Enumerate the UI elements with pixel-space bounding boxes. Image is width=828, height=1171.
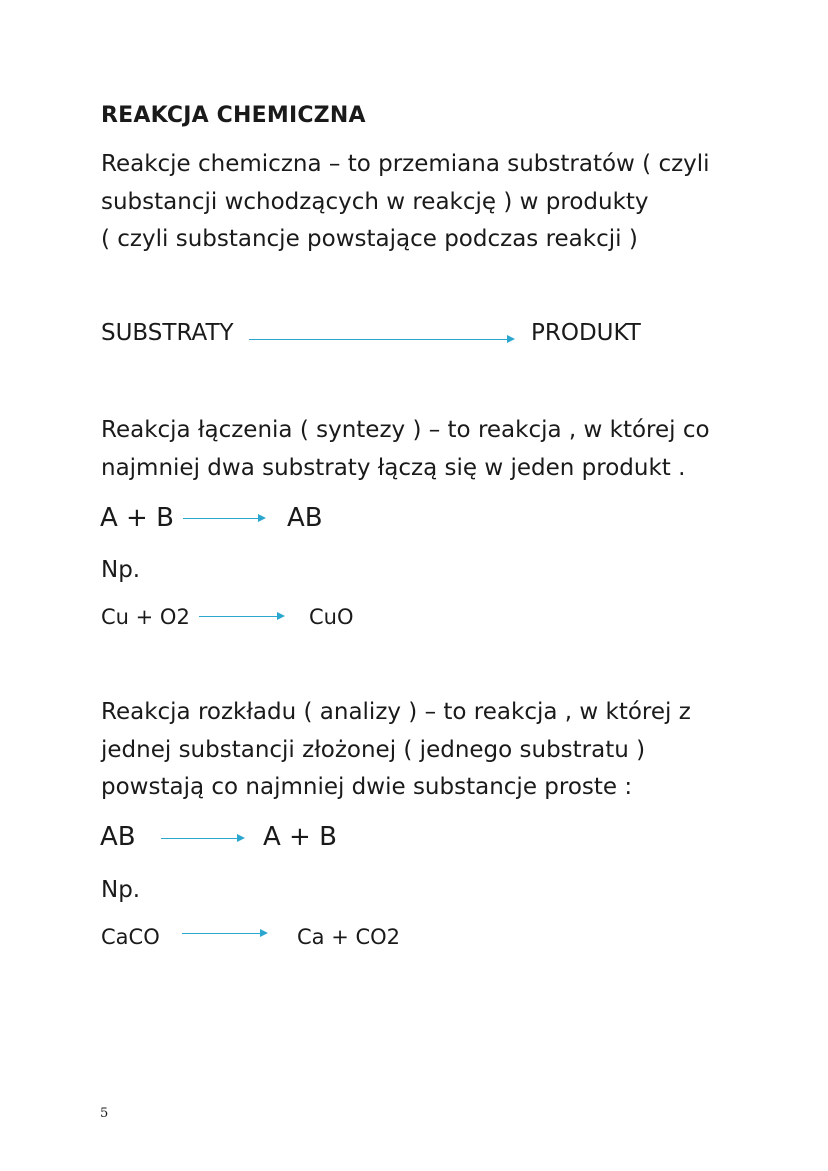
definition-paragraph [101,146,710,259]
definition-line: Reakcje chemiczna – to przemiana substratów ( czyli [101,151,710,177]
decomposition-line: powstają co najmniej dwie substancje proste : [101,774,633,800]
decomposition-example-label: Np. [101,877,141,903]
synthesis-line: Reakcja łączenia ( syntezy ) – to reakcja , w której co [101,417,710,443]
arrow-right-icon [199,612,285,620]
decomposition-general-left: AB [100,822,136,852]
synthesis-example-right: CuO [309,605,354,629]
decomposition-line: Reakcja rozkładu ( analizy ) – to reakcja , w której z [101,699,691,725]
arrow-right-icon [249,335,515,343]
synthesis-general-left: A + B [100,503,174,533]
decomposition-line: jednej substancji złożonej ( jednego substratu ) [101,736,646,763]
synthesis-example-left: Cu + O2 [101,605,190,629]
synthesis-line: najmniej dwa substraty łączą się w jeden produkt . [101,454,686,481]
decomposition-paragraph [101,694,691,807]
synthesis-paragraph [101,412,710,487]
definition-line: ( czyli substancje powstające podczas reakcji ) [101,226,638,252]
page-number: 5 [100,1106,109,1121]
scheme-products-label: PRODUKT [531,320,641,346]
arrow-right-icon [182,929,268,937]
definition-line: substancji wchodzących w reakcję ) w produkty [101,188,649,215]
synthesis-general-right: AB [287,503,323,533]
synthesis-example-label: Np. [101,557,141,583]
decomposition-general-right: A + B [263,822,337,852]
scheme-substrates-label: SUBSTRATY [101,320,234,346]
arrow-right-icon [161,834,245,842]
page-title: REAKCJA CHEMICZNA [101,103,366,128]
decomposition-example-right: Ca + CO2 [297,925,401,949]
decomposition-example-left: CaCO [101,925,160,949]
arrow-right-icon [183,514,266,522]
